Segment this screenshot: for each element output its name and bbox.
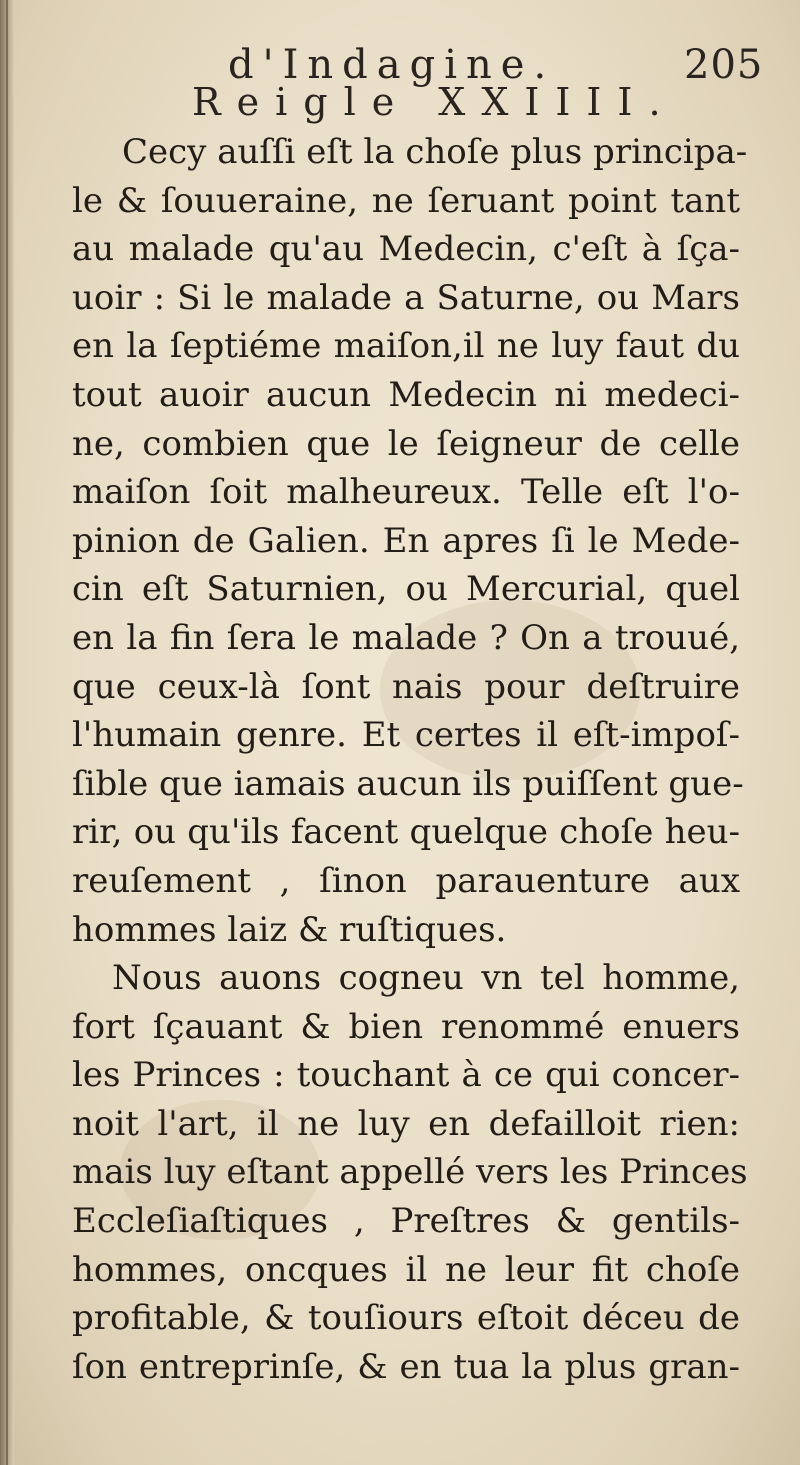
text-line: l'humain genre. Et certes il eſt-impoſ- <box>72 715 740 756</box>
text-line: Nous auons cogneu vn tel homme, <box>112 958 740 999</box>
text-line: fort ſçauant & bien renommé enuers <box>72 1006 740 1047</box>
text-line: mais luy eſtant appellé vers les Princes <box>72 1152 748 1193</box>
text-line: noit l'art, il ne luy en defailloit rien: <box>72 1103 740 1144</box>
rule-heading: Reigle XXIIII. <box>192 80 677 124</box>
text-line: en la ſeptiéme maiſon,il ne luy faut du <box>72 326 740 367</box>
binding-edge-line <box>6 0 8 1465</box>
text-line: ſon entreprinſe, & en tua la plus gran- <box>72 1346 740 1387</box>
text-line: ſible que iamais aucun ils puiſſent gue- <box>72 763 744 804</box>
text-line: que ceux-là ſont nais pour deſtruire <box>72 666 740 707</box>
page-number: 205 <box>684 42 764 88</box>
text-line: pinion de Galien. En apres ſi le Mede- <box>72 520 740 561</box>
text-line: le & ſouueraine, ne ſeruant point tant <box>72 180 740 221</box>
text-line: maiſon ſoit malheureux. Telle eſt l'o- <box>72 472 740 513</box>
text-line: uoir : Si le malade a Saturne, ou Mars <box>72 277 740 318</box>
text-line: hommes, oncques il ne leur fit choſe <box>72 1249 740 1290</box>
text-line: rir, ou qu'ils facent quelque choſe heu- <box>72 812 740 853</box>
text-line: Eccleſiaſtiques , Preſtres & gentils- <box>72 1201 740 1242</box>
text-line: profitable, & touſiours eſtoit déceu de <box>72 1298 740 1339</box>
running-head-title: d'Indagine. <box>228 42 556 88</box>
text-line: cin eſt Saturnien, ou Mercurial, quel <box>72 569 740 610</box>
text-line: les Princes : touchant à ce qui concer- <box>72 1055 740 1096</box>
body-text <box>72 128 748 1391</box>
text-line: Cecy auſſi eſt la choſe plus principa- <box>122 132 748 172</box>
text-line: tout auoir aucun Medecin ni medeci- <box>72 374 740 415</box>
text-line: au malade qu'au Medecin, c'eſt à ſça- <box>72 229 740 270</box>
text-line: reuſement , ſinon parauenture aux <box>72 860 740 901</box>
text-line: hommes laiz & ruſtiques. <box>72 909 507 950</box>
text-line: ne, combien que le ſeigneur de celle <box>72 423 740 464</box>
text-line: en la fin ſera le malade ? On a trouué, <box>72 617 740 658</box>
